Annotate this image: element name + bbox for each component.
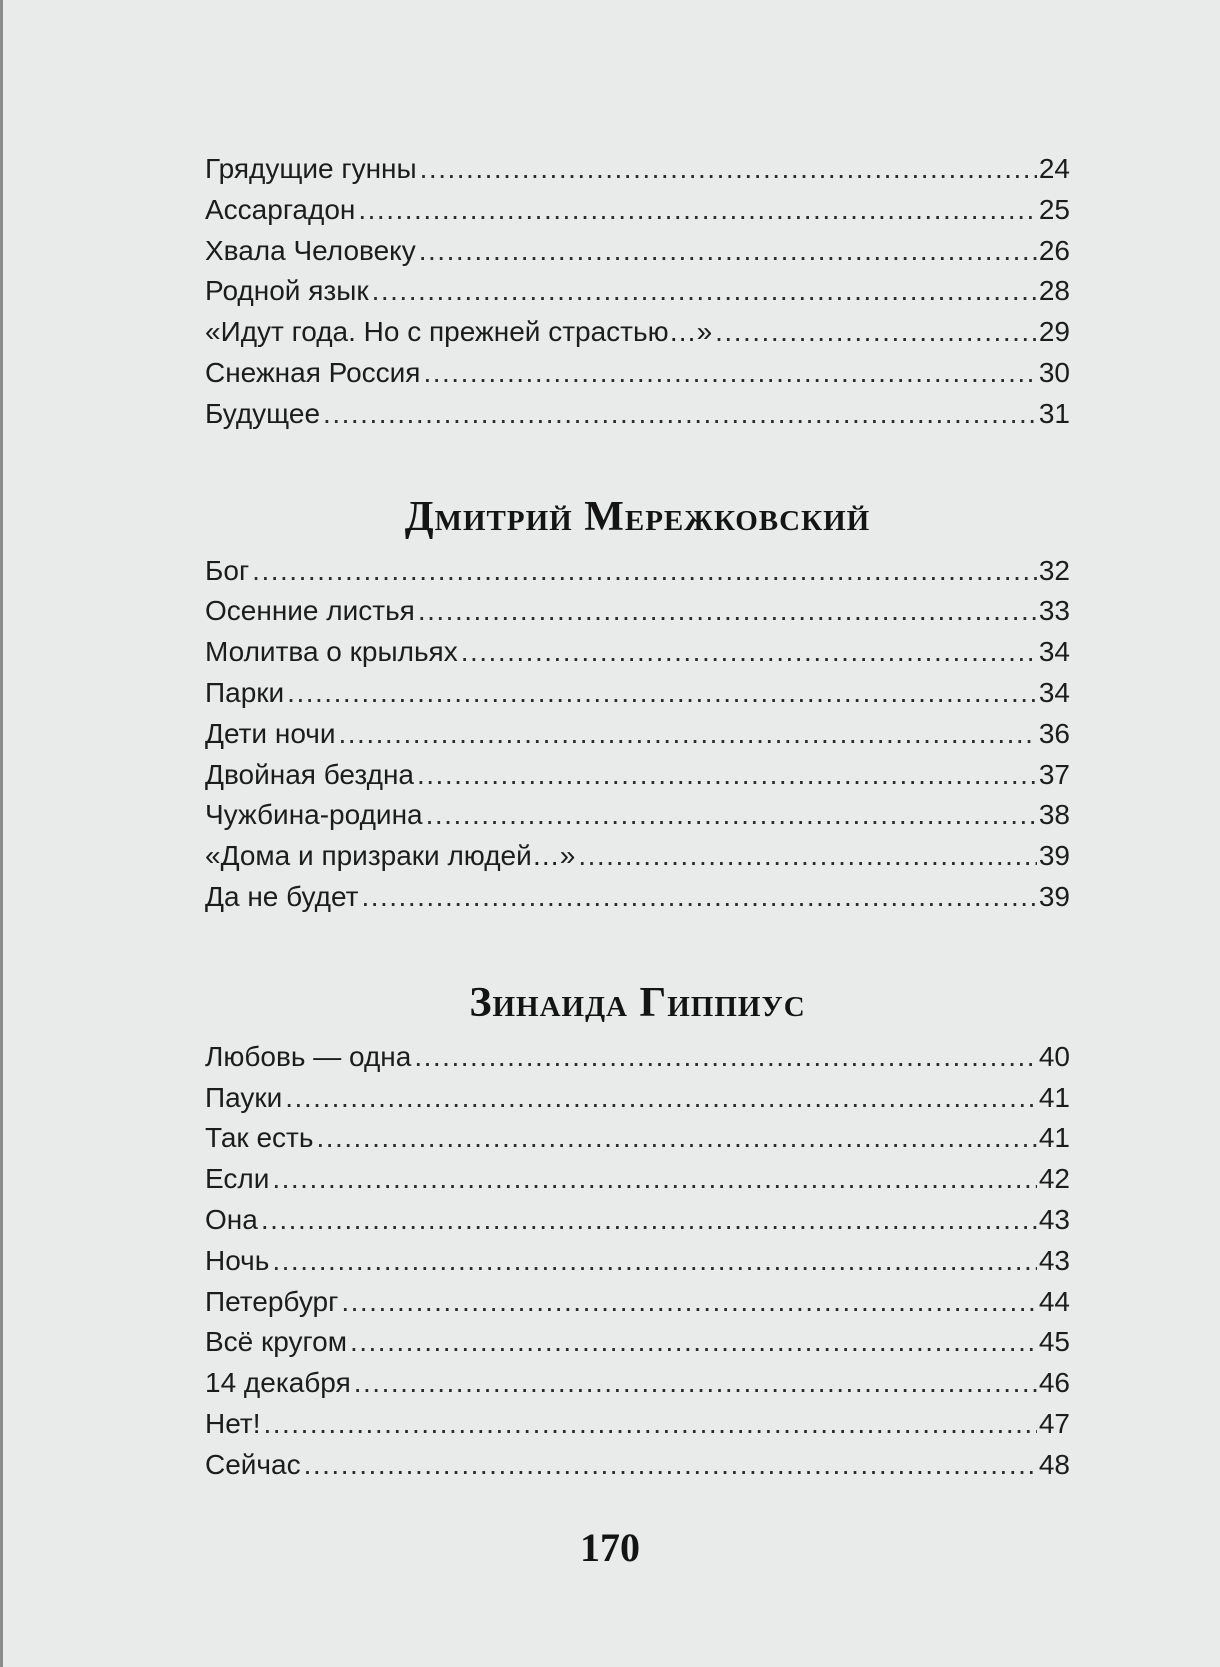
- dot-leader: [358, 190, 1036, 231]
- dot-leader: [414, 1037, 1037, 1078]
- dot-leader: [715, 312, 1037, 353]
- toc-entry-title: Нет!: [205, 1407, 261, 1439]
- toc-entry: [205, 1037, 1070, 1078]
- toc-entry-title: Ночь: [205, 1244, 270, 1276]
- toc-entry: [205, 1078, 1070, 1119]
- toc-entry-title: Снежная Россия: [205, 356, 421, 388]
- toc-entry-page: 47: [1038, 1407, 1070, 1439]
- dot-leader: [272, 1241, 1036, 1282]
- toc-entry: [205, 149, 1070, 190]
- dot-leader: [423, 353, 1036, 394]
- toc-entry-title: Да не будет: [205, 880, 359, 912]
- toc-entry-page: 45: [1038, 1326, 1070, 1358]
- toc-entry: [205, 1404, 1070, 1445]
- toc-entry-page: 41: [1038, 1081, 1070, 1113]
- dot-leader: [418, 591, 1037, 632]
- dot-leader: [316, 1118, 1036, 1159]
- toc-entry-title: Пауки: [205, 1081, 283, 1113]
- dot-leader: [578, 836, 1037, 877]
- toc-entry: [205, 1282, 1070, 1323]
- toc-entry-title: Сейчас: [205, 1448, 301, 1480]
- dot-leader: [323, 394, 1037, 435]
- toc-entry-title: Хвала Человеку: [205, 234, 416, 266]
- toc-entry-title: Всё кругом: [205, 1326, 347, 1358]
- toc-entry-title: Петербург: [205, 1285, 339, 1317]
- toc-entry-page: 29: [1038, 316, 1070, 348]
- toc-entry: [205, 1200, 1070, 1241]
- toc-entry: [205, 1159, 1070, 1200]
- toc-entry: [205, 353, 1070, 394]
- dot-leader: [272, 1159, 1037, 1200]
- toc-entry: [205, 231, 1070, 272]
- dot-leader: [426, 795, 1037, 836]
- toc-section-gippius: [205, 1037, 1070, 1486]
- toc-entry-page: 43: [1038, 1244, 1070, 1276]
- toc-entry-page: 25: [1038, 193, 1070, 225]
- toc-entry: [205, 1241, 1070, 1282]
- dot-leader: [461, 632, 1037, 673]
- dot-leader: [263, 1404, 1036, 1445]
- toc-entry-page: 46: [1038, 1367, 1070, 1399]
- toc-entry-title: Ассаргадон: [205, 193, 356, 225]
- table-of-contents: [205, 149, 1070, 1486]
- dot-leader: [261, 1200, 1037, 1241]
- toc-entry-page: 48: [1038, 1448, 1070, 1480]
- toc-entry-title: Дети ночи: [205, 717, 336, 749]
- toc-entry-title: Двойная бездна: [205, 758, 414, 790]
- section-heading-merezhkovsky: Дмитрий Мережковский: [404, 493, 871, 540]
- toc-entry-title: 14 декабря: [205, 1367, 351, 1399]
- toc-entry-page: 43: [1038, 1203, 1070, 1235]
- dot-leader: [350, 1322, 1037, 1363]
- toc-entry: [205, 591, 1070, 632]
- toc-entry: [205, 1322, 1070, 1363]
- section-heading-gippius: Зинаида Гиппиус: [469, 979, 806, 1026]
- toc-entry: [205, 632, 1070, 673]
- toc-entry: [205, 1445, 1070, 1486]
- dot-leader: [304, 1445, 1037, 1486]
- toc-entry-page: 31: [1038, 397, 1070, 429]
- toc-entry: [205, 1363, 1070, 1404]
- toc-entry: [205, 795, 1070, 836]
- toc-entry-page: 26: [1038, 234, 1070, 266]
- dot-leader: [341, 1282, 1037, 1323]
- toc-entry-title: Так есть: [205, 1122, 314, 1154]
- toc-entry-page: 39: [1038, 880, 1070, 912]
- dot-leader: [417, 755, 1037, 796]
- toc-entry: [205, 190, 1070, 231]
- toc-entry-title: Чужбина-родина: [205, 799, 423, 831]
- toc-section-continued: [205, 149, 1070, 435]
- toc-entry-title: Будущее: [205, 397, 321, 429]
- toc-entry-page: 42: [1038, 1163, 1070, 1195]
- dot-leader: [252, 551, 1037, 592]
- toc-entry-page: 32: [1038, 554, 1070, 586]
- toc-entry-page: 44: [1038, 1285, 1070, 1317]
- toc-entry: [205, 755, 1070, 796]
- toc-entry-page: 34: [1038, 636, 1070, 668]
- toc-section-merezhkovsky: [205, 551, 1070, 918]
- dot-leader: [287, 673, 1037, 714]
- page-number: 170: [580, 1525, 640, 1570]
- dot-leader: [372, 271, 1037, 312]
- toc-entry-page: 40: [1038, 1040, 1070, 1072]
- toc-entry-title: Грядущие гунны: [205, 153, 417, 184]
- toc-entry: [205, 1118, 1070, 1159]
- toc-entry-page: 37: [1038, 758, 1070, 790]
- toc-entry-title: Парки: [205, 676, 285, 708]
- toc-entry-page: 24: [1038, 153, 1070, 184]
- dot-leader: [419, 231, 1037, 272]
- toc-entry: [205, 312, 1070, 353]
- toc-entry: [205, 877, 1070, 918]
- toc-entry: [205, 551, 1070, 592]
- toc-entry-title: «Дома и призраки людей…»: [205, 840, 576, 872]
- toc-entry-page: 38: [1038, 799, 1070, 831]
- toc-entry: [205, 271, 1070, 312]
- toc-entry-title: Осенние листья: [205, 595, 415, 627]
- toc-entry: [205, 394, 1070, 435]
- dot-leader: [339, 714, 1037, 755]
- toc-entry-title: Молитва о крыльях: [205, 636, 458, 668]
- toc-entry-title: Бог: [205, 554, 250, 586]
- toc-entry-page: 33: [1038, 595, 1070, 627]
- toc-entry-page: 41: [1038, 1122, 1070, 1154]
- toc-entry-title: «Идут года. Но с прежней страстью…»: [205, 316, 713, 348]
- toc-entry-title: Если: [205, 1163, 270, 1195]
- toc-entry-title: Она: [205, 1203, 258, 1235]
- toc-entry-page: 34: [1038, 676, 1070, 708]
- toc-entry-page: 28: [1038, 275, 1070, 307]
- toc-entry-page: 36: [1038, 717, 1070, 749]
- toc-entry: [205, 714, 1070, 755]
- dot-leader: [420, 149, 1037, 190]
- page-edge: [0, 0, 3, 1667]
- dot-leader: [361, 877, 1036, 918]
- toc-entry-title: Родной язык: [205, 275, 369, 307]
- toc-entry-page: 30: [1038, 356, 1070, 388]
- toc-entry: [205, 673, 1070, 714]
- toc-entry: [205, 836, 1070, 877]
- toc-entry-page: 39: [1038, 840, 1070, 872]
- toc-entry-title: Любовь — одна: [205, 1040, 412, 1072]
- dot-leader: [285, 1078, 1037, 1119]
- dot-leader: [354, 1363, 1037, 1404]
